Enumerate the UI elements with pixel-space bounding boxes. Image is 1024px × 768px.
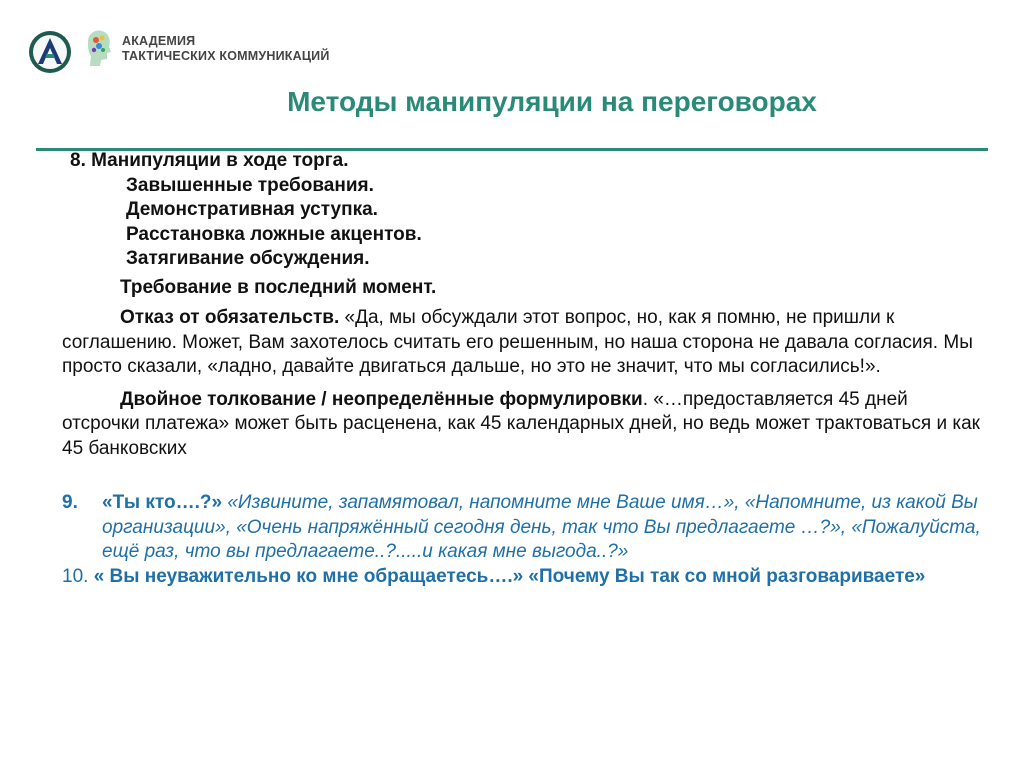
slide-content <box>62 149 982 589</box>
item-9 <box>62 491 982 565</box>
item-9-number: 9. <box>62 492 78 513</box>
refusal-paragraph <box>62 306 982 380</box>
refusal-title: Отказ от обязательств. <box>120 307 340 328</box>
list-item: Завышенные требования. <box>126 174 374 196</box>
list-item: Расстановка ложные акцентов. <box>126 223 422 245</box>
section-heading: 8. Манипуляции в ходе торга. <box>70 150 349 171</box>
brand-line-1: АКАДЕМИЯ <box>122 34 196 48</box>
item-9-text: «Извините, запамятовал, напомните мне Ваше имя…», «Напомните, из какой Вы организации», «Очень напряжённый сегодня день, так что Вы предлагаете …?», «Пожалуйста, ещё раз, что вы предлагаете..?.....и какая мне выгода..?» <box>102 492 981 562</box>
item-10-number: 10. <box>62 565 89 587</box>
double-meaning-paragraph <box>62 388 982 462</box>
academy-logo-icon <box>28 30 72 74</box>
refusal-text: «Да, мы обсуждали этот вопрос, но, как я помню, не пришли к соглашению. Может, Вам захотелось считать его решенным, но наша сторона не давала согласия. Мы просто сказали, «ладно, давайте двигаться дальше, но это не значит, что мы согласились!». <box>62 307 973 377</box>
brand-line-2: ТАКТИЧЕСКИХ КОММУНИКАЦИЙ <box>122 49 330 63</box>
double-meaning-text: . «…предоставляется 45 дней отсрочки платежа» может быть расценена, как 45 календарных дней, но ведь может трактоваться и как 45 банковских <box>62 388 980 459</box>
list-item-last-moment: Требование в последний момент. <box>120 276 437 298</box>
item-10-text: « Вы неуважительно ко мне обращаетесь….» «Почему Вы так со мной разговариваете» <box>88 565 926 587</box>
list-item: Затягивание обсуждения. <box>126 248 370 269</box>
brand-name <box>122 34 330 64</box>
double-meaning-title: Двойное толкование / неопределённые формулировки <box>120 388 643 410</box>
list-item: Демонстративная уступка. <box>126 199 378 220</box>
head-silhouette-icon <box>84 28 112 68</box>
item-10 <box>62 565 982 590</box>
item-9-body <box>102 491 982 565</box>
item-9-title: «Ты кто….?» <box>102 492 223 513</box>
slide-title: Методы манипуляции на переговорах <box>287 86 817 117</box>
